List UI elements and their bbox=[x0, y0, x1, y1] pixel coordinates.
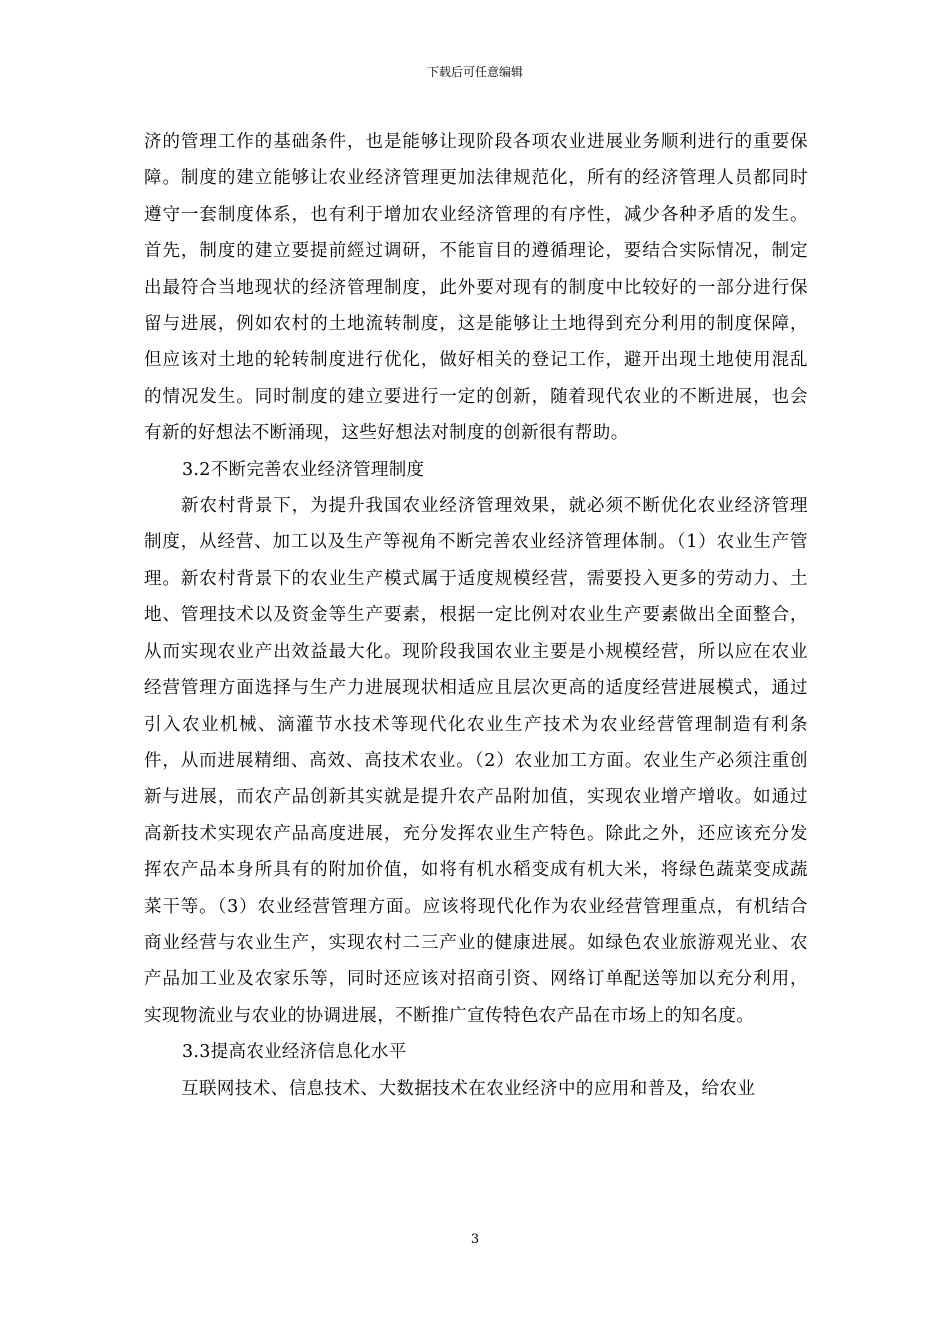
paragraph-continued: 济的管理工作的基础条件，也是能够让现阶段各项农业进展业务顺利进行的重要保障。制度的建立能够让农业经济管理更加法律规范化，所有的经济管理人员都同时遵守一套制度体系，也有利于增加农业经济管理的有序性，减少各种矛盾的发生。首先，制度的建立要提前經过调研，不能盲目的遵循理论，要结合实际情况，制定出最符合当地现状的经济管理制度，此外要对现有的制度中比较好的一部分进行保留与进展，例如农村的土地流转制度，这是能够让土地得到充分利用的制度保障，但应该对土地的轮转制度进行优化，做好相关的登记工作，避开出现土地使用混乱的情况发生。同时制度的建立要进行一定的创新，随着现代农业的不断进展，也会有新的好想法不断涌现，这些好想法对制度的创新很有帮助。 bbox=[144, 132, 808, 444]
section-heading-3-2: 3.2不断完善农业经济管理制度 bbox=[182, 459, 425, 480]
paragraph-3-2: 新农村背景下，为提升我国农业经济管理效果，就必须不断优化农业经济管理制度，从经营、加工以及生产等视角不断完善农业经济管理体制。（1）农业生产管理。新农村背景下的农业生产模式属于适度规模经营，需要投入更多的劳动力、土地、管理技术以及资金等生产要素，根据一定比例对农业生产要素做出全面整合，从而实现农业产出效益最大化。现阶段我国农业主要是小规模经营，所以应在农业经营管理方面选择与生产力进展现状相适应且层次更高的适度经营进展模式，通过引入农业机械、滴灌节水技术等现代化农业生产技术为农业经营管理制造有利条件，从而进展精细、高效、高技术农业。（2）农业加工方面。农业生产必须注重创新与进展，而农产品创新其实就是提升农产品附加值，实现农业增产增收。如通过高新技术实现农产品高度进展，充分发挥农业生产特色。除此之外，还应该充分发挥农产品本身所具有的附加价值，如将有机水稻变成有机大米，将绿色蔬菜变成蔬菜干等。（3）农业经营管理方面。应该将现代化作为农业经营管理重点，有机结合商业经营与农业生产，实现农村二三产业的健康进展。如绿色农业旅游观光业、农产品加工业及农家乐等，同时还应该对招商引资、网络订单配送等加以充分利用，实现物流业与农业的协调进展，不断推广宣传特色农产品在市场上的知名度。 bbox=[144, 496, 808, 1026]
paragraph-3-3: 互联网技术、信息技术、大数据技术在农业经济中的应用和普及，给农业 bbox=[181, 1078, 756, 1099]
document-body bbox=[144, 124, 808, 1107]
page-number: 3 bbox=[470, 1232, 480, 1247]
section-heading-3-3: 3.3提高农业经济信息化水平 bbox=[182, 1042, 407, 1063]
page-header: 下载后可任意编辑 bbox=[426, 65, 523, 79]
